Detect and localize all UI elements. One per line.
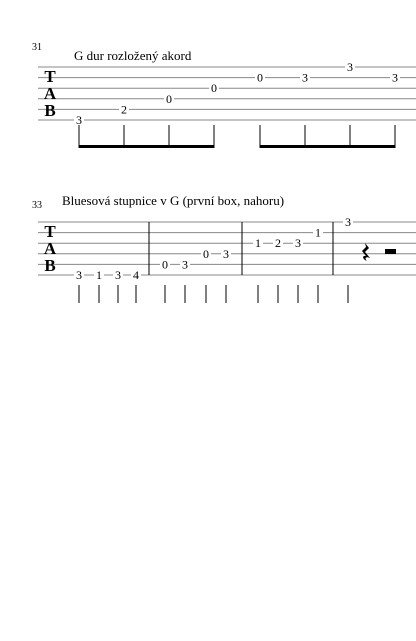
fret-number: 3: [302, 70, 308, 85]
fret-number: 1: [96, 268, 102, 282]
fret-number: 3: [347, 60, 353, 74]
fret-number: 2: [121, 102, 127, 117]
quarter-rest: [362, 243, 370, 261]
beam: [79, 145, 214, 148]
tab-clef-t: T: [44, 67, 56, 86]
tab-clef-b: B: [44, 256, 56, 275]
tab-clef-b: B: [44, 101, 56, 120]
fret-number: 3: [76, 268, 82, 282]
fret-number: 3: [182, 257, 188, 272]
beam: [260, 145, 395, 148]
measure-number-31: 31: [32, 42, 42, 53]
staff-lines: [38, 67, 416, 120]
tab-clef: [44, 222, 57, 275]
fret-number: 1: [315, 225, 321, 240]
system-title-g-major-arpeggio: G dur rozložený akord: [74, 48, 192, 63]
fret-number: 0: [203, 246, 209, 261]
system-title-blues-scale: Bluesová stupnice v G (první box, nahoru): [62, 193, 285, 208]
fret-number: 3: [223, 246, 229, 261]
bar-lines: [149, 222, 333, 275]
tab-clef: [44, 67, 57, 120]
fret-numbers: [74, 60, 400, 127]
tab-staff-system-1: [0, 62, 416, 152]
fret-number: 0: [166, 91, 172, 106]
fret-number: 3: [295, 236, 301, 251]
fret-number: 0: [211, 81, 217, 96]
fret-number: 4: [133, 268, 139, 282]
measure-number-33: 33: [32, 200, 42, 211]
fret-number: 1: [255, 236, 261, 251]
note-stems: [79, 285, 348, 303]
half-rest: [385, 249, 396, 254]
fret-number: 0: [257, 70, 263, 85]
fret-number: 0: [162, 257, 168, 272]
note-stems: [79, 125, 395, 148]
tab-clef-a: A: [43, 84, 57, 103]
fret-numbers: [74, 215, 353, 282]
fret-number: 3: [392, 70, 398, 85]
fret-number: 3: [76, 113, 82, 127]
tab-staff-system-2: [0, 217, 416, 307]
tab-clef-a: A: [43, 239, 57, 258]
fret-number: 3: [115, 268, 121, 282]
fret-number: 3: [345, 215, 351, 229]
tab-clef-t: T: [44, 222, 56, 241]
fret-number: 2: [275, 236, 281, 251]
